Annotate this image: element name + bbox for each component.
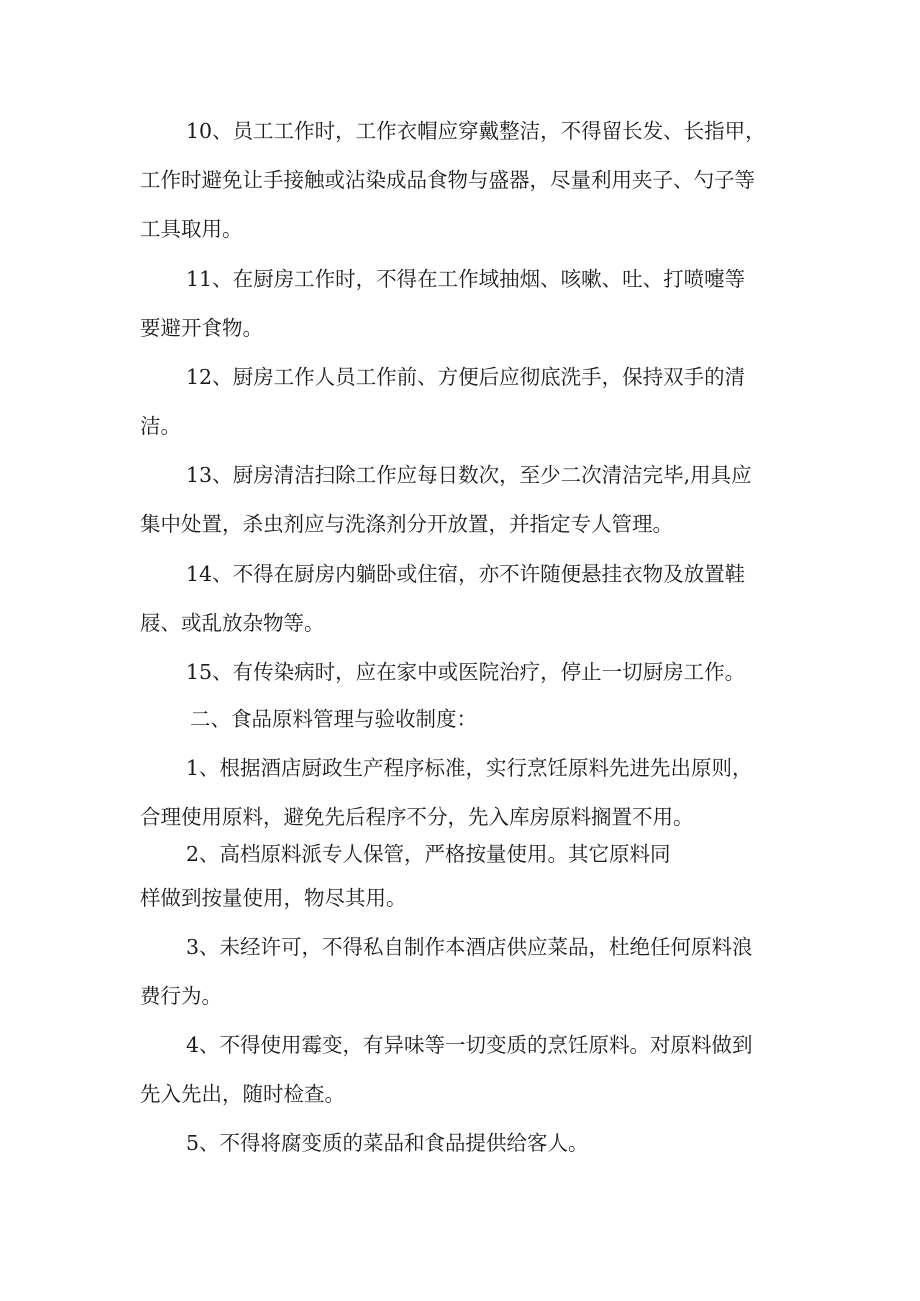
rule-4-line-1: 4、不得使用霉变，有异味等一切变质的烹饪原料。对原料做到 [186,1033,753,1057]
section-heading: 二、食品原料管理与验收制度： [190,707,477,731]
paragraph-13-line-1: 13、厨房清洁扫除工作应每日数次，至少二次清洁完毕,用具应 [186,463,752,487]
paragraph-10-line-1: 10、员工工作时，工作衣帽应穿戴整洁，不得留长发、长指甲， [186,119,766,143]
paragraph-13-line-2: 集中处置，杀虫剂应与洗涤剂分开放置，并指定专人管理。 [140,512,673,536]
paragraph-10-line-3: 工具取用。 [140,217,243,241]
paragraph-14-line-2: 屐、或乱放杂物等。 [140,611,325,635]
paragraph-11-line-2: 要避开食物。 [140,316,263,340]
paragraph-15-line-1: 15、有传染病时，应在家中或医院治疗，停止一切厨房工作。 [186,660,746,684]
paragraph-10-line-2: 工作时避免让手接触或沾染成品食物与盛器，尽量利用夹子、勺子等 [140,168,755,192]
rule-2-line-2: 样做到按量使用，物尽其用。 [140,886,407,910]
paragraph-12-line-1: 12、厨房工作人员工作前、方便后应彻底洗手，保持双手的清 [186,365,746,389]
rule-4-line-2: 先入先出，随时检查。 [140,1082,345,1106]
rule-3-line-1: 3、未经许可，不得私自制作本酒店供应菜品，杜绝任何原料浪 [186,935,753,959]
paragraph-11-line-1: 11、在厨房工作时，不得在工作域抽烟、咳嗽、吐、打喷嚏等 [186,267,746,291]
paragraph-12-line-2: 洁。 [140,414,181,438]
rule-3-line-2: 费行为。 [140,984,222,1008]
rule-1-line-2: 合理使用原料，避免先后程序不分，先入库房原料搁置不用。 [140,805,694,829]
rule-1-line-1: 1、根据酒店厨政生产程序标准，实行烹饪原料先进先出原则， [186,756,753,780]
rule-2-line-1: 2、高档原料派专人保管，严格按量使用。其它原料同 [186,842,671,866]
paragraph-14-line-1: 14、不得在厨房内躺卧或住宿，亦不许随便悬挂衣物及放置鞋 [186,562,746,586]
rule-5-line-1: 5、不得将腐变质的菜品和食品提供给客人。 [186,1131,589,1155]
